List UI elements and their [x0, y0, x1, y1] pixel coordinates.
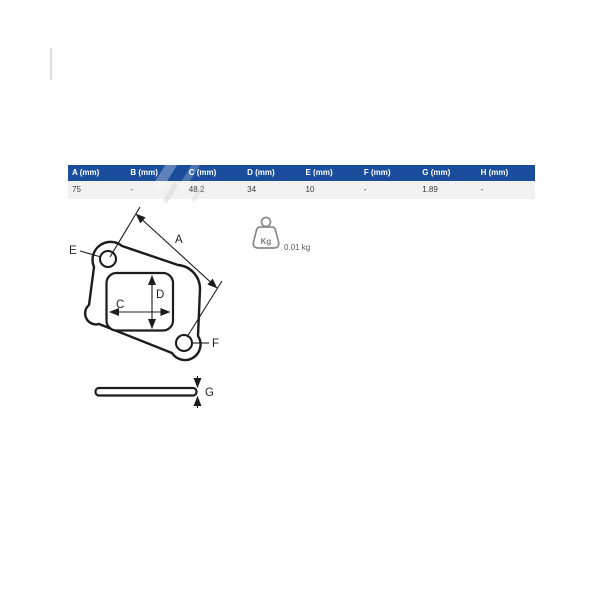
value-cell-c: 48.2: [188, 185, 205, 194]
header-cell-d: D (mm): [247, 168, 275, 177]
value-cell-g: 1.89: [422, 185, 438, 194]
header-cell-f: F (mm): [363, 168, 391, 177]
header-cell-b: B (mm): [130, 168, 158, 177]
value-cell-h: -: [480, 185, 484, 194]
dim-label-e: E: [69, 245, 77, 257]
weight-icon-handle: [262, 218, 271, 227]
bolt-hole-e: [100, 251, 116, 267]
value-cell-e: 10: [305, 185, 315, 194]
dim-label-g: G: [205, 387, 214, 399]
weight-value-label: 0.01 kg: [284, 243, 311, 252]
dim-label-f: F: [212, 338, 220, 350]
value-cell-f: -: [363, 185, 367, 194]
header-cell-h: H (mm): [480, 168, 509, 177]
header-cell-g: G (mm): [422, 168, 451, 177]
header-cell-c: C (mm): [188, 168, 217, 177]
header-cell-e: E (mm): [305, 168, 333, 177]
gasket-front-view: [85, 242, 200, 360]
dim-label-a: A: [175, 234, 183, 246]
dim-label-d: D: [156, 289, 165, 301]
weight-icon-kg-text: Kg: [260, 237, 272, 246]
value-cell-b: -: [130, 185, 134, 194]
gasket-side-view: [96, 376, 215, 408]
value-cell-a: 75: [72, 185, 81, 194]
header-cell-a: A (mm): [72, 168, 100, 177]
bolt-hole-f: [176, 335, 192, 351]
dim-label-c: C: [116, 299, 125, 311]
value-cell-d: 34: [247, 185, 257, 194]
side-view-bar: [96, 388, 197, 396]
